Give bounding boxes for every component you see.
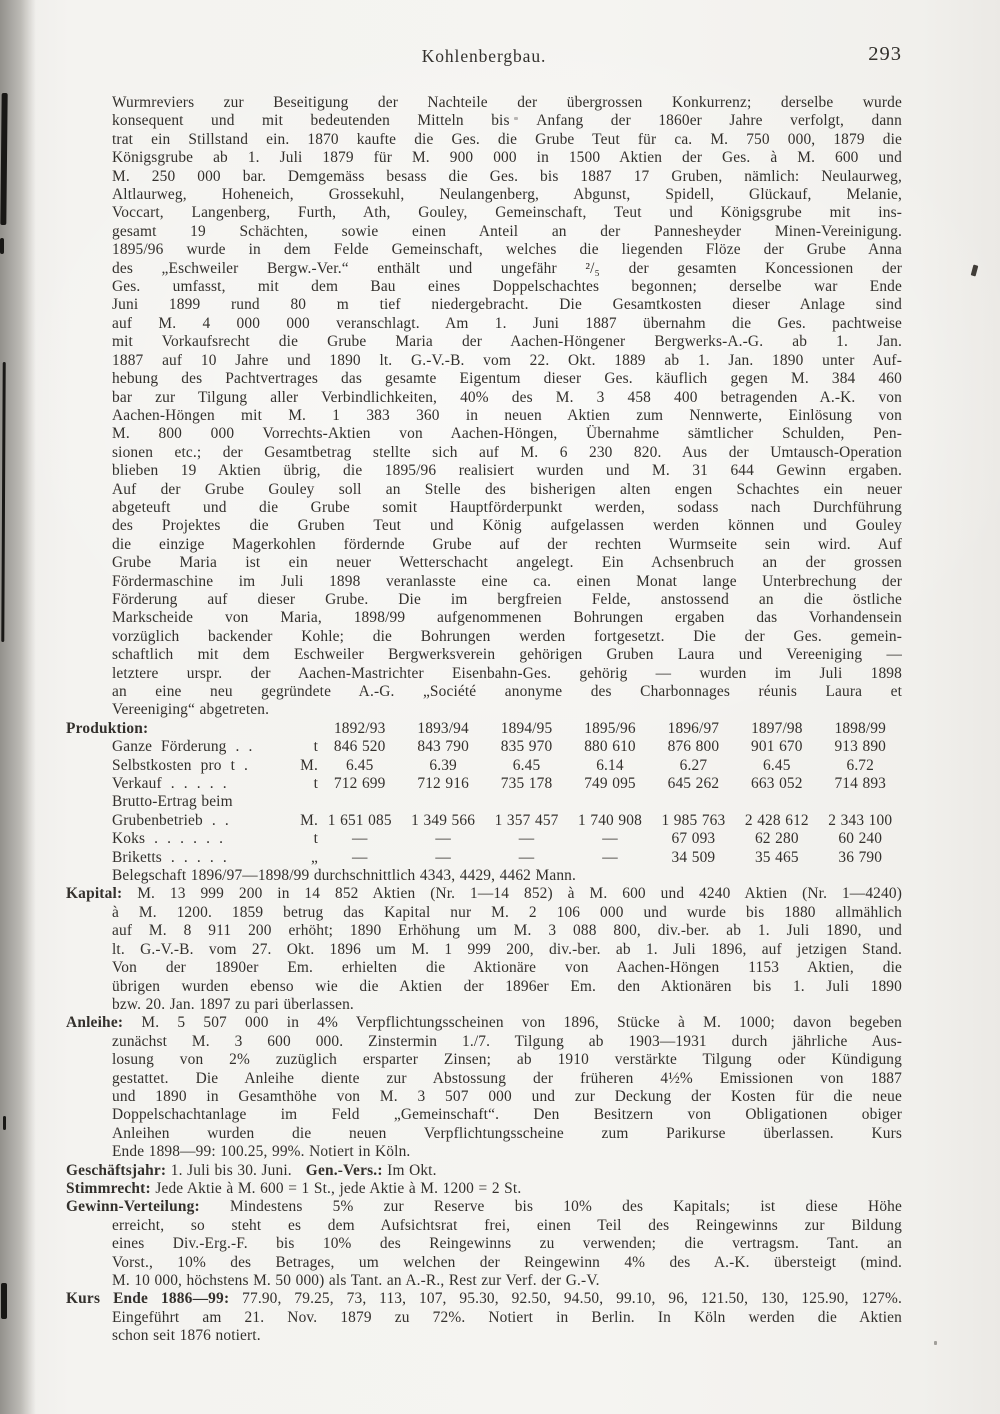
section-label: Kurs Ende 1886—99:: [66, 1290, 230, 1308]
stimmrecht-label: Stimmrecht:: [66, 1179, 151, 1197]
table-cell: 880 610: [584, 738, 636, 756]
table-cell: 1 349 566: [411, 811, 476, 829]
text-line: 1895/96 wurde in dem Felde Gemeinschaft, welches die liegenden Flöze der Grube Anna: [112, 241, 902, 259]
section-first-text: 77.90, 79.25, 73, 113, 107, 95.30, 92.50, 94.50, 99.10, 96, 121.50, 130, 125.90, 127%.: [229, 1290, 902, 1308]
table-cell: 1 740 908: [578, 811, 642, 829]
text-line: 1887 auf 10 Jahre und 1890 lt. G.-V.-B. vom 22. Okt. 1889 ab 1. Jan. 1890 unter Auf-: [112, 351, 902, 369]
row-unit: „: [311, 848, 318, 866]
production-table: [66, 720, 902, 886]
table-cell: 735 178: [500, 775, 553, 793]
row-values: [318, 775, 902, 793]
table-cell: 6.27: [679, 756, 708, 774]
text-line: hebung des Pachtvertrages das gesamte Eigentum dieser Ges. käuflich gegen M. 384 460: [112, 370, 902, 388]
table-cell: —: [435, 848, 451, 866]
section-first-line: [66, 1014, 902, 1032]
text-line: Fördermaschine im Juli 1898 veranlasste eine ca. einen Monat lange Unterbrechung der: [112, 572, 902, 590]
text-line: bar zur Tilgung aller Verbindlichkeiten, 40% des M. 3 458 400 betragenden A.-K. von: [112, 388, 902, 406]
text-line: Aachen-Höngen mit M. 1 383 360 in neuen Aktien zum Nennwerte, Einlösung von: [112, 406, 902, 424]
table-cell: 6.45: [512, 756, 541, 774]
table-cell: 6.39: [429, 756, 457, 774]
section-lines: [66, 1033, 902, 1162]
row-label-text: Briketts . . . . .: [112, 848, 227, 866]
text-line: bzw. 20. Jan. 1897 zu pari überlassen.: [112, 995, 354, 1013]
section-label: Kapital:: [66, 885, 123, 903]
row-unit: M.: [300, 756, 318, 774]
text-line: Juni 1899 rund 80 m tief niedergebracht. Die Gesamtkosten dieser Anlage sind: [112, 296, 902, 314]
section-lines: [66, 904, 902, 1014]
genvers-text: Im Okt.: [382, 1161, 437, 1179]
text-line: an eine neu gegründete A.-G. „Société anonyme des Charbonnages réunis Laura et: [112, 683, 902, 700]
belegschaft-line: Belegschaft 1896/97—1898/99 durchschnittlich 4343, 4429, 4462 Mann.: [112, 867, 577, 885]
row-values: [318, 849, 902, 867]
scan-speck: [971, 265, 979, 277]
table-cell: 913 890: [834, 738, 887, 756]
text-line: Von der 1890er Em. erhielten die Aktionäre von Aachen-Höngen 1153 Aktien, die: [112, 959, 902, 977]
text-line: M. 250 000 bar. Demgemäss besass die Ges. bis 1887 17 Gruben, nämlich: Neulaurweg,: [112, 167, 902, 185]
table-cell: 663 052: [751, 775, 803, 793]
table-cell: 67 093: [671, 830, 716, 848]
text-line: M. 10 000, höchstens M. 50 000) als Tant. an A.-R., Rest zur Verf. der G.-V.: [112, 1272, 600, 1289]
table-cell: 1 357 457: [494, 811, 559, 829]
text-line: Vereeniging“ abgetreten.: [112, 701, 270, 719]
row-label-text: Grubenbetrieb . .: [112, 811, 229, 829]
table-cell: 1 985 763: [661, 811, 726, 829]
text-line: übrigen wurden ebenso wie die Aktien der 1896er Em. den Aktionären bis 1. Juli 1890: [112, 977, 902, 995]
row-values: [318, 812, 902, 830]
page-body: [66, 94, 902, 1346]
text-line: Ende 1898—99: 100.25, 99%. Notiert in Köln.: [112, 1143, 411, 1161]
text-line: schon seit 1876 notiert.: [112, 1327, 261, 1345]
table-cell: 6.45: [763, 756, 791, 774]
year-header: 1896/97: [667, 719, 720, 737]
table-cell: 843 790: [417, 738, 469, 756]
line-stimmrecht: [66, 1180, 902, 1198]
text-line: Voccart, Langenberg, Furth, Ath, Gouley, Gemeinschaft, Teut und Königsgrube mit ins-: [112, 204, 902, 222]
row-values: [318, 757, 902, 775]
text-line: letztere urspr. der Aachen-Mastrichter Eisenbahn-Ges. gehörig — wurden im Juli 1898: [112, 664, 902, 682]
production-section-label: Produktion:: [66, 719, 149, 737]
text-line: und 1890 in Gesamthöhe von M. 3 507 000 und zur Deckung der Kosten für die neue: [112, 1087, 902, 1105]
text-line: abgeteuft und die Grube somit Hauptförderpunkt werden, sodass nach Durchführung: [112, 498, 902, 516]
text-line: vorzüglich backender Kohle; die Bohrungen werden fortgesetzt. Die der Ges. gemein-: [112, 627, 902, 645]
table-cell: 6.14: [596, 756, 624, 774]
table-cell: 1 651 085: [327, 811, 392, 829]
text-line: losung von 2% zuzüglich ersparter Zinsen; ab 1910 verstärkte Tilgung oder Kündigung: [112, 1051, 902, 1069]
text-line: Eingeführt am 21. Nov. 1879 zu 72%. Notiert in Berlin. In Köln werden die Aktien: [112, 1308, 902, 1326]
section-first-text: Mindestens 5% zur Reserve bis 10% des Kapitals; ist diese Höhe: [199, 1198, 902, 1216]
table-row: [66, 757, 902, 775]
table-cell: —: [518, 848, 535, 866]
production-header-row: [66, 720, 902, 738]
text-line: Anleihen wurden die neuen Verpflichtungsscheine zum Parikurse überlassen. Kurs: [112, 1124, 902, 1142]
text-line: auf M. 4 000 000 veranschlagt. Am 1. Juni 1887 übernahm die Ges. pachtweise: [112, 314, 902, 332]
table-row: [66, 812, 902, 830]
section-first-line: [66, 1198, 902, 1216]
scan-artifact: [0, 238, 4, 254]
table-cell: 876 800: [667, 738, 720, 756]
text-line: gesamt 19 Schächten, sowie einen Anteil an der Pannesheyder Minen-Vereinigung.: [112, 222, 902, 240]
section-kapital: [66, 885, 902, 1014]
stimmrecht-text: Jede Aktie à M. 600 = 1 St., jede Aktie à M. 1200 = 2 St.: [150, 1179, 522, 1197]
table-cell: 6.72: [846, 756, 875, 774]
production-section-label-cell: [66, 720, 318, 738]
table-cell: 6.45: [345, 756, 374, 774]
table-cell: —: [351, 830, 368, 848]
row-label: [66, 757, 318, 775]
section-lines: [66, 1309, 902, 1346]
row-label: [66, 738, 318, 756]
year-header: 1892/93: [333, 719, 386, 737]
intro-paragraph: [66, 94, 902, 720]
table-cell: 901 670: [751, 738, 803, 756]
year-header: 1894/95: [500, 719, 553, 737]
row-label-text: Ganze Förderung . .: [112, 738, 253, 756]
text-line: Vorst., 10% des Betrages, um welchen der Reingewinn 4% des A.-K. übersteigt (mind.: [112, 1253, 902, 1271]
year-header: 1893/94: [417, 719, 469, 737]
text-line: Altlaurweg, Hoheneich, Grossekuhl, Neulangenberg, Abgunst, Spidell, Glückauf, Melanie,: [112, 186, 902, 204]
text-line: schaftlich mit dem Eschweiler Bergwerksverein gehörigen Gruben Laura und Vereeniging —: [112, 646, 902, 664]
table-cell: 835 970: [500, 738, 553, 756]
running-title: Kohlenbergbau.: [421, 46, 547, 66]
page-header: [66, 43, 902, 67]
text-line: Königsgrube ab 1. Juli 1879 für M. 900 000 in 1500 Aktien der Ges. à M. 600 und: [112, 149, 902, 167]
table-cell: 712 699: [333, 775, 386, 793]
text-line: blieben 19 Aktien übrig, die 1895/96 realisiert wurden und M. 31 644 Gewinn ergaben.: [112, 462, 902, 480]
table-cell: 712 916: [417, 775, 469, 793]
scan-speck: [934, 1341, 937, 1345]
row-values: [318, 830, 902, 848]
text-line: Wurmreviers zur Beseitigung der Nachteile der übergrossen Konkurrenz; derselbe wurde: [112, 94, 902, 111]
text-line: Förderung auf dieser Grube. Die im bergfreien Felde, anstossend an die östliche: [112, 590, 902, 608]
text-line: auf M. 8 911 200 erhöht; 1890 Erhöhung um M. 3 088 800, div.-ber. ab 1. Juli 1890, und: [112, 922, 902, 940]
row-unit: M.: [300, 811, 318, 829]
text-line: Ges. umfasst, mit dem Bau eines Doppelschachtes begonnen; derselbe war Ende: [112, 278, 902, 296]
text-line: eines Div.-Erg.-F. bis 10% des Reingewinns zu verwenden; die vertragsm. Tant. an: [112, 1235, 902, 1253]
text-line: konsequent und mit bedeutenden Mitteln bis Anfang der 1860er Jahre verfolgt, dann: [112, 112, 902, 130]
text-line: Markscheide von Maria, 1898/99 aufgenommenen Bohrungen ergaben das Vorhandensein: [112, 609, 902, 627]
year-header: 1895/96: [584, 719, 636, 737]
text-line: des Projektes die Gruben Teut und König aufgelassen werden können und Gouley: [112, 517, 902, 535]
section-label: Gewinn-Verteilung:: [66, 1198, 200, 1216]
row-values: [318, 738, 902, 756]
table-cell: 35 465: [754, 848, 799, 866]
row-label: [66, 849, 318, 867]
text-line: erreicht, so steht es dem Aufsichtsrat frei, einen Teil des Reingewinns zur Bildung: [112, 1216, 902, 1234]
section-first-line: [66, 885, 902, 903]
section-lines: [66, 1217, 902, 1291]
table-cell: 36 790: [838, 848, 883, 866]
row-label: [66, 775, 318, 793]
geschaeftsjahr-label: Geschäftsjahr:: [66, 1161, 167, 1179]
table-row: [66, 830, 902, 848]
table-cell: 34 509: [671, 848, 716, 866]
section-label: Anleihe:: [66, 1014, 124, 1032]
row-spanner-label: Brutto-Ertrag beim: [112, 793, 233, 811]
text-line: gestattet. Die Anleihe diente zur Abstossung der früheren 4½% Emissionen von 1887: [112, 1069, 902, 1087]
row-unit: t: [313, 738, 318, 756]
table-cell: 2 428 612: [744, 811, 809, 829]
table-row: [66, 775, 902, 793]
text-line: à M. 1200. 1859 betrug das Kapital nur M. 2 106 000 und wurde bis 1880 allmählich: [112, 903, 902, 921]
table-cell: 60 240: [838, 830, 883, 848]
year-header: 1898/99: [834, 719, 886, 737]
table-cell: —: [435, 830, 451, 848]
section-first-text: M. 13 999 200 in 14 852 Aktien (Nr. 1—14 852) à M. 600 und 4240 Aktien (Nr. 1—4240): [122, 885, 902, 903]
text-line: Doppelschachtanlage im Feld „Gemeinschaft“. Den Besitzern von Obligationen obiger: [112, 1106, 902, 1124]
row-unit: t: [313, 775, 318, 793]
table-cell: —: [351, 848, 368, 866]
section-anleihe: [66, 1014, 902, 1161]
section-first-line: [66, 1290, 902, 1308]
table-cell: —: [518, 830, 535, 848]
table-cell: 714 893: [834, 775, 887, 793]
table-cell: 62 280: [754, 830, 799, 848]
genvers-label: Gen.-Vers.:: [305, 1161, 383, 1179]
text-line: sionen etc.; der Gesamtbetrag stellte sich auf M. 6 230 820. Aus der Umtausch-Operation: [112, 443, 902, 461]
scan-artifact: [3, 1116, 6, 1130]
text-line: die einzige Magerkohlen fördernde Grube auf der rechten Wurmseite sein wird. Auf: [112, 535, 902, 553]
section-first-text: M. 5 507 000 in 4% Verpflichtungsscheinen von 1896, Stücke à M. 1000; davon begeben: [123, 1014, 902, 1032]
table-cell: 749 095: [584, 775, 636, 793]
row-label-text: Verkauf . . . . .: [112, 775, 227, 793]
text-line: lt. G.-V.-B. vom 27. Okt. 1896 um M. 1 999 200, div.-ber. ab 1. Juli 1896, auf jetzigen Stand.: [112, 940, 902, 958]
table-cell: 846 520: [333, 738, 386, 756]
text-line: trat ein Stillstand ein. 1870 kaufte die Ges. die Grube Teut für ca. M. 750 000, 1879 die: [112, 130, 902, 148]
text-line: mit Vorkaufsrecht die Grube Maria der Aachen-Höngener Bergwerks-A.-G. ab 1. Jan.: [112, 333, 902, 351]
scan-artifact: [1, 1283, 7, 1319]
table-cell: 645 262: [667, 775, 720, 793]
text-line: des „Eschweiler Bergw.-Ver.“ enthält und ungefähr ²/₅ der gesamten Koncessionen der: [112, 259, 902, 277]
table-cell: —: [602, 830, 618, 848]
row-label: [66, 812, 318, 830]
table-row: [66, 849, 902, 867]
text-line: zunächst M. 3 600 000. Zinstermin 1./7. Tilgung ab 1903—1931 durch jährliche Aus-: [112, 1032, 902, 1050]
table-cell: 2 343 100: [828, 811, 893, 829]
section-gewinn-verteilung: [66, 1198, 902, 1290]
text-line: Grube Maria ist ein neuer Wetterschacht angelegt. Ein Achsenbruch an der grossen: [112, 554, 902, 572]
table-cell: —: [602, 848, 618, 866]
year-header: 1897/98: [751, 719, 803, 737]
row-label-text: Koks . . . . . .: [112, 830, 224, 848]
line-geschaeftsjahr: [66, 1162, 902, 1180]
geschaeftsjahr-text: 1. Juli bis 30. Juni.: [166, 1161, 292, 1179]
section-kurs: [66, 1290, 902, 1345]
page-number: 293: [868, 43, 902, 65]
table-row: [66, 738, 902, 756]
row-label-text: Selbstkosten pro t .: [112, 756, 248, 774]
text-line: M. 800 000 Vorrechts-Aktien von Aachen-Höngen, Übernahme sämtlicher Schulden, Pen-: [112, 425, 902, 443]
row-label: [66, 830, 318, 848]
text-line: Auf der Grube Gouley soll an Stelle des bisherigen alten engen Schachtes ein neuer: [112, 480, 902, 498]
year-header-row: [318, 720, 902, 738]
row-unit: t: [313, 830, 318, 848]
